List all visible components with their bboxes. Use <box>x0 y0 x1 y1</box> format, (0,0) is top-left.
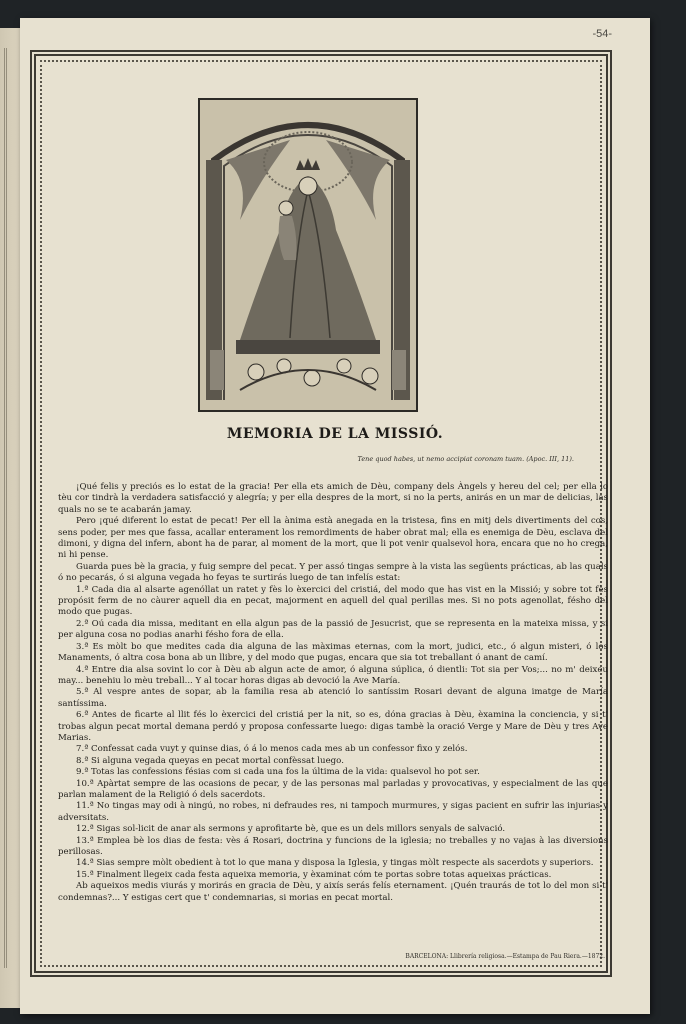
practice-item: 8.ª Si alguna vegada queyas en pecat mortal confèssat luego. <box>76 755 344 766</box>
imprint-footer: BARCELONA: Llibrería religiosa.—Estampa de Pau Riera.—1872. <box>405 953 605 960</box>
practice-item: 2.ª Oú cada dia missa, meditant en ella algun pas de la passió de Jesucrist, que se representa en la mateixa missa, y si per alguna cosa no podias anarhi fésho fora de ella. <box>58 618 608 641</box>
document-title: MEMORIA DE LA MISSIÓ. <box>226 426 444 442</box>
paragraph-conclusion: Ab aqueixos medis viurás y morirás en gracia de Dèu, y aixís serás felís eternament. ¡Quén traurás de tot lo del mon si t' condemnas?... Y estigas cert que t' condemnarias, si morias en pecat mortal. <box>58 881 608 903</box>
paragraph-intro: ¡Qué felis y preciós es lo estat de la gracia! Per ella ets amich de Dèu, company dels Àngels y hereu del cel; per ella lo tèu cor tindrà la verdadera satisfacció y alegría; y per ella despres de la mort, si no la perts, anirás en un mar de delicias, las quals no se te acabarán jamay. <box>58 482 608 515</box>
paragraph-sin: Pero ¡qué diferent lo estat de pecat! Per ell la ànima està anegada en la tristesa, fins en mitj dels divertiments del cos, sens poder, per mes que fassa, acallar enterament los remordiments de haber obrat mal; ella es enemiga de Dèu, esclava del dimoni, y digna del infern, abont ha de parar, al moment de la mort, que li pot venir qualsevol hora, encara que no ho crega, ni hi pense. <box>58 516 608 561</box>
practice-item: 4.ª Entre dia alsa sovint lo cor à Dèu ab algun acte de amor, ó alguna súplica, ó dientli: Tot sia per Vos;... no m' deixeu may... benehiu lo mèu treball... Y al tocar horas digas ab devoció la Ave María. <box>58 664 608 686</box>
practice-item: 12.ª Sigas sol-licit de anar als sermons y aprofitarte bè, que es un dels millors senyals de salvació. <box>76 824 506 835</box>
broadsheet-page <box>20 18 650 1014</box>
practice-item: 3.ª Es mòlt bo que medites cada dia alguna de las màximas eternas, com la mort, judici, etc., ó algun misteri, ó los Manaments, ó altra cosa bona ab un llibre, y del modo que pugas, encara que sia tot treballant ó anant de camí. <box>58 641 608 664</box>
practice-item: 14.ª Sias sempre mòlt obedient à tot lo que mana y disposa la Iglesia, y tingas mòlt respecte als sacerdots y superiors. <box>76 858 594 869</box>
practice-item: 11.ª No tingas may odi à ningú, no robes, ni defraudes res, ni tampoch murmures, y sigas pacient en sufrir las injurias y adversitats. <box>58 801 608 823</box>
latin-epigraph: Tene quod habes, ut nemo accipiat coronam tuam. (Apoc. III, 11). <box>357 455 574 463</box>
virgin-and-child-engraving <box>198 98 418 412</box>
practice-item: 7.ª Confessat cada vuyt y quinse dias, ó á lo menos cada mes ab un confessor fixo y zelós. <box>76 744 468 755</box>
practice-item: 5.ª Al vespre antes de sopar, ab la familia resa ab atenció lo santíssim Rosari devant de alguna imatge de María santíssima. <box>58 687 608 709</box>
paragraph-practices-intro: Guarda pues bè la gracia, y fuig sempre del pecat. Y per assó tingas sempre à la vista las següents prácticas, ab las quals ó no pecarás, ó si alguna vegada ho feyas te surtirás luego de tan infelís estat: <box>58 561 608 584</box>
body-text <box>58 482 608 904</box>
page-number: -54- <box>592 28 612 40</box>
practice-item: 6.ª Antes de ficarte al llit fés lo èxercici del cristiá per la nit, so es, dóna gracias à Dèu, èxamina la conciencia, y si t' trobas algun pecat mortal demana perdó y proposa confessarte luego: digas tambè la oració Verge y Mare de Dèu y tres Ave Marias. <box>58 710 608 743</box>
practice-item: 1.ª Cada dia al alsarte agenóllat un ratet y fès lo èxercici del cristiá, del modo que has vist en la Missió; y sobre tot fès propósit ferm de no càurer aquell dia en pecat, majorment en aquell del qual perillas mes. Si no pots agenollat, fésho del modo que pugas. <box>58 584 608 618</box>
practice-item: 10.ª Apàrtat sempre de las ocasions de pecar, y de las personas mal parladas y provocativas, y especialment de las que parlan malament de la Religió ó dels sacerdots. <box>58 778 608 800</box>
practice-item: 13.ª Emplea bè los dias de festa: vès á Rosari, doctrina y funcions de la iglesia; no treballes y no vajas à las diversions perillosas. <box>58 835 608 857</box>
practice-item: 9.ª Totas las confessions fésias com si cada una fos la última de la vida: qualsevol ho pot ser. <box>76 767 480 778</box>
practice-item: 15.ª Finalment llegeix cada festa aqueixa memoria, y èxaminat cóm te portas sobre totas aqueixas prácticas. <box>76 869 552 880</box>
